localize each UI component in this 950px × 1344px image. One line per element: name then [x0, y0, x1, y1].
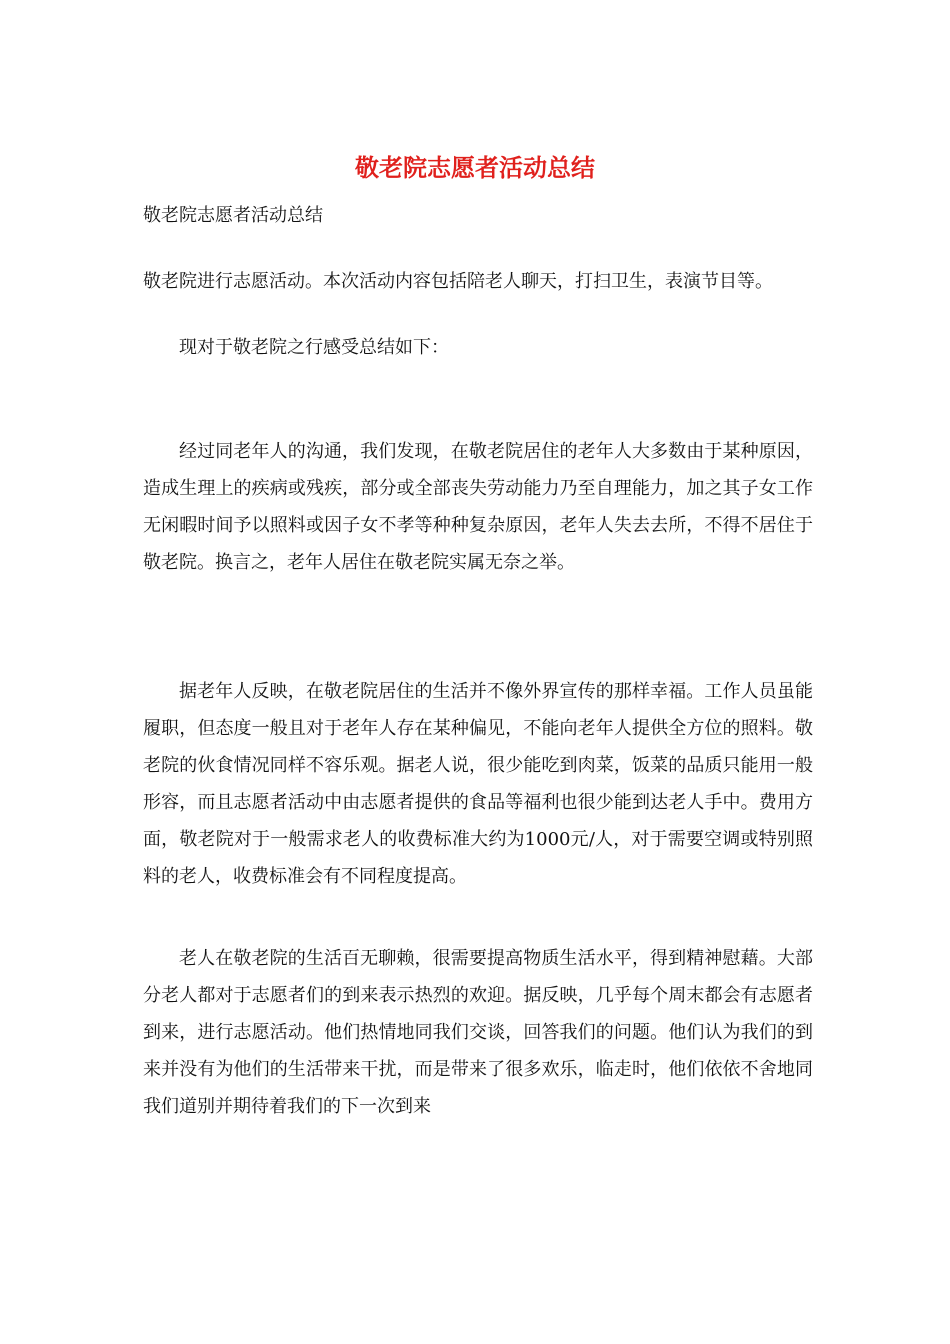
- paragraph-body-1: 经过同老年人的沟通，我们发现，在敬老院居住的老年人大多数由于某种原因，造成生理上的疾病或残疾，部分或全部丧失劳动能力乃至自理能力，加之其子女工作无闲暇时间予以照料或因子女不孝等种种复杂原因，老年人失去去所，不得不居住于敬老院。换言之，老年人居住在敬老院实属无奈之举。: [143, 441, 813, 573]
- document-subtitle: 敬老院志愿者活动总结: [143, 205, 323, 226]
- paragraph-intro: 敬老院进行志愿活动。本次活动内容包括陪老人聊天，打扫卫生，表演节目等。: [143, 271, 773, 292]
- document-title: 敬老院志愿者活动总结: [355, 153, 595, 182]
- paragraph-body-3: 老人在敬老院的生活百无聊赖，很需要提高物质生活水平，得到精神慰藉。大部分老人都对于志愿者们的到来表示热烈的欢迎。据反映，几乎每个周末都会有志愿者到来，进行志愿活动。他们热情地同我们交谈，回答我们的问题。他们认为我们的到来并没有为他们的生活带来干扰，而是带来了很多欢乐，临走时，他们依依不舍地同我们道别并期待着我们的下一次到来: [143, 948, 813, 1117]
- paragraph-body-2: 据老年人反映，在敬老院居住的生活并不像外界宣传的那样幸福。工作人员虽能履职，但态度一般且对于老年人存在某种偏见，不能向老年人提供全方位的照料。敬老院的伙食情况同样不容乐观。据老人说，很少能吃到肉菜，饭菜的品质只能用一般形容，而且志愿者活动中由志愿者提供的食品等福利也很少能到达老人手中。费用方面，敬老院对于一般需求老人的收费标准大约为1000元/人，对于需要空调或特别照料的老人，收费标准会有不同程度提高。: [143, 681, 813, 887]
- paragraph-lead: 现对于敬老院之行感受总结如下：: [179, 337, 449, 358]
